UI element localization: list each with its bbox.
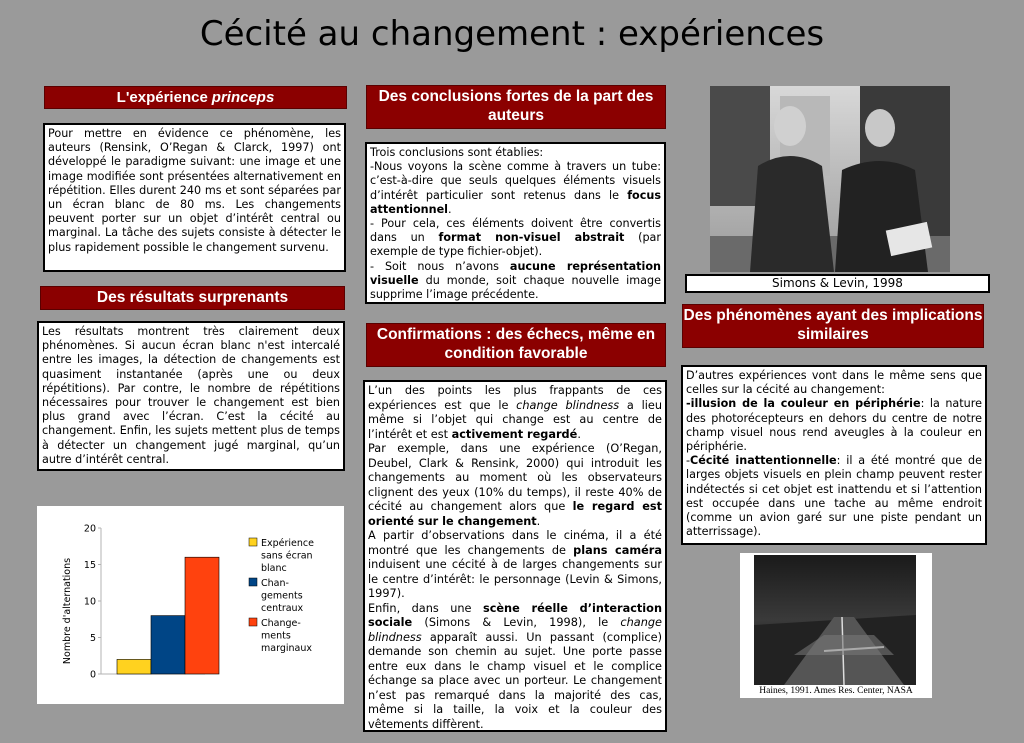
- conclusions-text-box: [365, 142, 666, 304]
- y-tick-label: 0: [89, 669, 96, 681]
- photo-caption-simons-levin: [685, 274, 990, 293]
- header-phenomenes-text: Des phénomènes ayant des implications similaires: [683, 307, 983, 343]
- legend-label: Change-: [261, 618, 301, 629]
- photo-nasa-svg: [754, 555, 946, 687]
- header-confirmations: [366, 323, 666, 367]
- legend-label: marginaux: [261, 643, 312, 654]
- photo-caption-text: Simons & Levin, 1998: [772, 276, 903, 290]
- header-princeps: [44, 86, 347, 109]
- legend-swatch: [249, 618, 257, 626]
- legend-label: Chan-: [261, 578, 289, 589]
- header-phenomenes: [682, 304, 984, 348]
- header-conclusions: [366, 85, 666, 129]
- legend-swatch: [249, 538, 257, 546]
- phen-p3: -Cécité inattentionnelle: il a été montré que de larges objets visuels en plein champ peuvent rester indétectés si cet objet est inattendu et si l’attention est occupée dans une tache au même endroit (comme un avion garé sur une piste pendant un atterrissage).: [686, 454, 982, 539]
- bar-chart-svg: [37, 506, 344, 704]
- confirm-p4: Enfin, dans une scène réelle d’interaction sociale (Simons & Levin, 1998), le change blindness apparaît aussi. Un passant (complice) demande son chemin au sujet. Une porte passe entre eux dans le champ visuel et le complice échange sa place avec un porteur. Le changement n’est pas remarqué dans la majorité des cas, même si la taille, la voix et la couleur des vêtements diffèrent.: [368, 601, 662, 731]
- page-title: Cécité au changement : expériences: [199, 14, 825, 54]
- bar-chart: [37, 506, 344, 704]
- legend-label: blanc: [261, 563, 287, 574]
- nasa-caption: Haines, 1991. Ames Res. Center, NASA: [759, 686, 913, 696]
- phenomenes-text-box: [681, 365, 987, 545]
- header-princeps-text-a: L'expérience: [116, 88, 208, 106]
- legend-label: centraux: [261, 603, 304, 614]
- legend-label: ments: [261, 630, 291, 642]
- photo-nasa-frame: [740, 553, 932, 698]
- photo-simons-levin-svg: [710, 86, 950, 272]
- phen-p1: D’autres expériences vont dans le même sens que celles sur la cécité au changement:: [686, 369, 982, 397]
- y-tick-label: 15: [83, 560, 96, 571]
- bar-2: [151, 616, 185, 674]
- confirm-p2: Par exemple, dans une expérience (O’Regan, Deubel, Clark & Rensink, 2000) qui introduit les changements au moment où les observateurs clignent des yeux (10% du temps), il reste 40% de cécité au changement alors que le regard est orienté sur le changement.: [368, 442, 662, 528]
- conclusion-2: - Pour cela, ces éléments doivent être convertis dans un format non-visuel abstrait (par exemple de type fichier-objet).: [370, 217, 662, 259]
- y-tick-label: 5: [89, 633, 96, 644]
- header-princeps-text-b: princeps: [211, 88, 275, 106]
- legend-swatch: [249, 578, 257, 586]
- header-conclusions-text: Des conclusions fortes de la part des auteurs: [378, 88, 654, 124]
- y-tick-label: 20: [83, 523, 96, 535]
- conclusions-intro: Trois conclusions sont établies:: [370, 146, 544, 159]
- confirmations-text-box: [363, 380, 667, 732]
- bar-1: [117, 659, 151, 674]
- confirm-p1: L’un des points les plus frappants de ces expériences est que le change blindness a lieu même si l’objet qui change est au centre de l’intérêt et est activement regardé.: [368, 384, 662, 441]
- y-axis-label: Nombre d'alternations: [62, 557, 73, 665]
- results-text-box: [37, 321, 345, 471]
- confirm-p3: A partir d’observations dans le cinéma, il a été montré que les changements de plans caméra induisent une cécité à de larges changements sur le centre d’intérêt: le personnage (Levin & Simons, 1997).: [368, 529, 662, 600]
- phen-p2: -illusion de la couleur en périphérie: la nature des photorécepteurs en dehors du centre de notre champ visuel nous rend aveugles à la couleur en périphérie.: [686, 397, 982, 454]
- results-text: Les résultats montrent très clairement deux phénomènes. Si aucun écran blanc n'est intercalé entre les images, la détection de changements est quasiment instantanée (après une ou deux répétitions). Par contre, le nombre de répétitions nécessaires pour trouver le changement est bien plus grand avec l’écran. C’est la cécité au changement. Enfin, les sujets mettent plus de temps à détecter un changement jugé marginal, qu’un autre d’intérêt central.: [42, 325, 340, 466]
- legend-label: sans écran: [261, 550, 313, 562]
- conclusion-3: - Soit nous n’avons aucune représentation visuelle du monde, soit chaque nouvelle image supprime l’image précédente.: [370, 259, 661, 302]
- header-results-text: Des résultats surprenants: [96, 288, 289, 306]
- conclusion-1: -Nous voyons la scène comme à travers un tube: c’est-à-dire que seuls quelques éléments visuels d’intérêt particulier sont retenus dans le focus attentionnel.: [370, 160, 661, 216]
- legend-label: gements: [261, 590, 303, 602]
- princeps-text: Pour mettre en évidence ce phénomène, les auteurs (Rensink, O’Regan & Clarck, 1997) ont développé le paradigme suivant: une image et une image modifiée sont présentées alternativement en répétition. Elles durent 240 ms et sont séparées par un écran blanc de 80 ms. Les changements peuvent porter sur un objet d’intérêt central ou marginal. La tâche des sujets consiste à détecter le plus rapidement possible le changement survenu.: [48, 127, 341, 254]
- header-confirmations-text: Confirmations : des échecs, même en condition favorable: [376, 326, 656, 362]
- photo-simons-levin: [710, 86, 950, 272]
- y-tick-label: 10: [83, 596, 96, 608]
- bar-3: [185, 557, 219, 674]
- legend-label: Expérience: [261, 538, 314, 549]
- header-results: [40, 286, 345, 310]
- princeps-text-box: [43, 123, 346, 272]
